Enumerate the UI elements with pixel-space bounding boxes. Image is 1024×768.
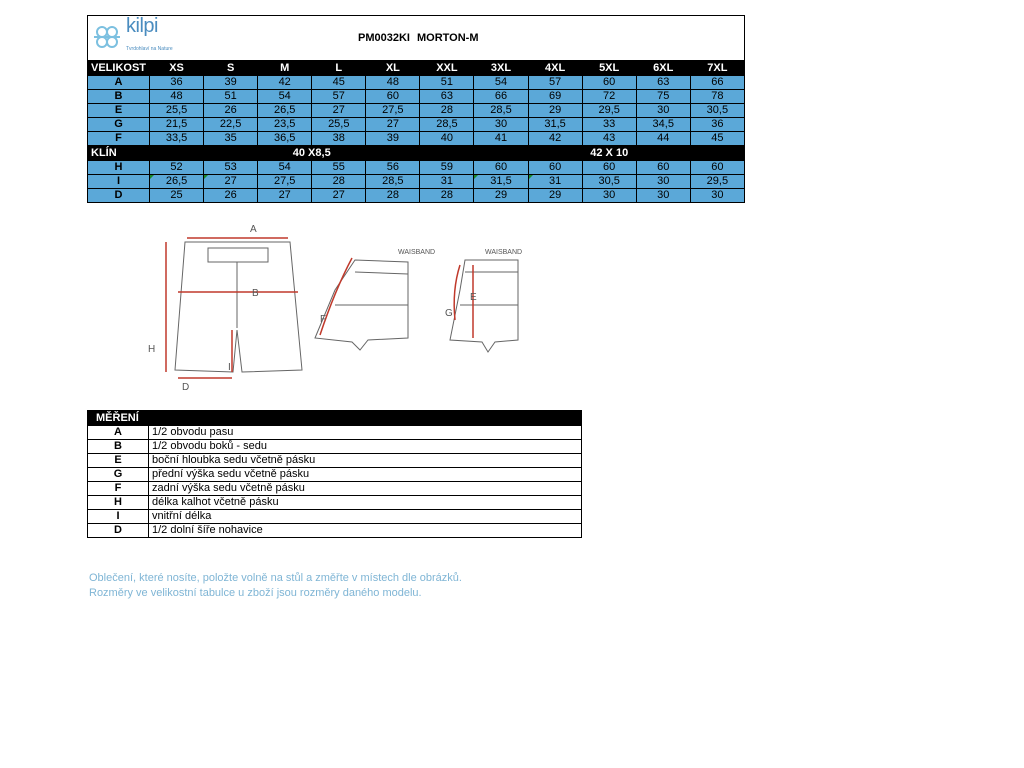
label-g: G bbox=[445, 308, 453, 319]
table-cell: 28 bbox=[420, 104, 474, 118]
product-code: PM0032KI bbox=[358, 32, 410, 44]
table-cell: 54 bbox=[474, 76, 528, 90]
row-label: B bbox=[88, 90, 150, 104]
table-cell: 30 bbox=[636, 104, 690, 118]
table-cell: 27 bbox=[312, 189, 366, 203]
table-cell: 63 bbox=[636, 76, 690, 90]
size-label: 4XL bbox=[528, 61, 582, 76]
table-cell: 28 bbox=[420, 189, 474, 203]
label-b: B bbox=[252, 288, 259, 299]
size-header-label: VELIKOST bbox=[88, 61, 150, 76]
table-cell: 57 bbox=[528, 76, 582, 90]
table-row bbox=[88, 189, 745, 203]
table-cell: 30 bbox=[474, 118, 528, 132]
size-header-row bbox=[88, 61, 745, 76]
table-cell: 60 bbox=[528, 161, 582, 175]
measurement-row bbox=[88, 524, 582, 538]
size-label: L bbox=[312, 61, 366, 76]
table-cell: 28 bbox=[312, 175, 366, 189]
measurement-row bbox=[88, 468, 582, 482]
table-cell: 45 bbox=[312, 76, 366, 90]
measurement-code: D bbox=[88, 524, 149, 538]
table-cell: 43 bbox=[582, 132, 636, 146]
product-name: MORTON-M bbox=[417, 32, 479, 44]
measurement-description: 1/2 obvodu boků - sedu bbox=[149, 440, 582, 454]
measurement-row bbox=[88, 496, 582, 510]
table-cell: 38 bbox=[312, 132, 366, 146]
label-h: H bbox=[148, 344, 156, 355]
label-d: D bbox=[182, 382, 190, 393]
table-cell: 39 bbox=[204, 76, 258, 90]
table-cell: 60 bbox=[366, 90, 420, 104]
table-cell: 31,5 bbox=[528, 118, 582, 132]
table-cell: 29,5 bbox=[690, 175, 744, 189]
table-cell: 66 bbox=[474, 90, 528, 104]
klin-row bbox=[88, 146, 745, 161]
table-cell: 30 bbox=[690, 189, 744, 203]
table-cell: 30 bbox=[636, 175, 690, 189]
measurement-row bbox=[88, 510, 582, 524]
klin-group-1: 40 X8,5 bbox=[150, 146, 474, 161]
measurement-row bbox=[88, 440, 582, 454]
table-cell: 26 bbox=[204, 189, 258, 203]
table-cell: 60 bbox=[690, 161, 744, 175]
measurements-header-row bbox=[88, 411, 582, 426]
table-cell: 54 bbox=[258, 161, 312, 175]
table-header-row bbox=[88, 16, 745, 61]
note-line-2: Rozměry ve velikostní tabulce u zboží jsou rozměry daného modelu. bbox=[89, 587, 422, 599]
table-row bbox=[88, 175, 745, 189]
label-waisband-side: WAISBAND bbox=[485, 249, 523, 256]
measurement-description: přední výška sedu včetně pásku bbox=[149, 468, 582, 482]
measurement-description: zadní výška sedu včetně pásku bbox=[149, 482, 582, 496]
klin-group-2: 42 X 10 bbox=[474, 146, 745, 161]
table-cell: 30,5 bbox=[690, 104, 744, 118]
table-cell: 48 bbox=[150, 90, 204, 104]
size-label: XL bbox=[366, 61, 420, 76]
size-label: 6XL bbox=[636, 61, 690, 76]
row-label: E bbox=[88, 104, 150, 118]
table-cell: 31 bbox=[528, 175, 582, 189]
table-cell: 28,5 bbox=[420, 118, 474, 132]
table-cell: 52 bbox=[150, 161, 204, 175]
table-row bbox=[88, 132, 745, 146]
table-cell: 40 bbox=[420, 132, 474, 146]
label-a: A bbox=[250, 224, 257, 235]
table-cell: 28,5 bbox=[474, 104, 528, 118]
size-table bbox=[87, 15, 745, 203]
klin-label: KLÍN bbox=[88, 146, 150, 161]
table-cell: 28,5 bbox=[366, 175, 420, 189]
table-cell: 63 bbox=[420, 90, 474, 104]
brand-name: kilpi bbox=[126, 15, 158, 37]
table-cell: 34,5 bbox=[636, 118, 690, 132]
size-label: XXL bbox=[420, 61, 474, 76]
table-cell: 60 bbox=[582, 161, 636, 175]
row-label: D bbox=[88, 189, 150, 203]
table-cell: 36 bbox=[690, 118, 744, 132]
table-cell: 60 bbox=[582, 76, 636, 90]
measurement-description: 1/2 obvodu pasu bbox=[149, 426, 582, 440]
table-cell: 51 bbox=[420, 76, 474, 90]
measurement-code: A bbox=[88, 426, 149, 440]
measurements-table bbox=[87, 410, 582, 538]
table-row bbox=[88, 104, 745, 118]
brand-tagline: Tvrdohlaví na Nature bbox=[126, 46, 173, 52]
table-cell: 27 bbox=[366, 118, 420, 132]
table-cell: 22,5 bbox=[204, 118, 258, 132]
table-cell: 30 bbox=[636, 189, 690, 203]
measurement-code: F bbox=[88, 482, 149, 496]
label-waisband-back: WAISBAND bbox=[398, 249, 436, 256]
table-row bbox=[88, 161, 745, 175]
size-label: S bbox=[204, 61, 258, 76]
table-cell: 30,5 bbox=[582, 175, 636, 189]
measurement-description: vnitřní délka bbox=[149, 510, 582, 524]
shorts-side-outline bbox=[450, 260, 518, 352]
table-cell: 25 bbox=[150, 189, 204, 203]
row-label: A bbox=[88, 76, 150, 90]
size-label: 7XL bbox=[690, 61, 744, 76]
measurement-description: 1/2 dolní šíře nohavice bbox=[149, 524, 582, 538]
table-cell: 45 bbox=[690, 132, 744, 146]
table-cell: 75 bbox=[636, 90, 690, 104]
measurement-code: I bbox=[88, 510, 149, 524]
table-cell: 60 bbox=[474, 161, 528, 175]
row-label: G bbox=[88, 118, 150, 132]
table-cell: 25,5 bbox=[312, 118, 366, 132]
table-cell: 66 bbox=[690, 76, 744, 90]
measurement-row bbox=[88, 454, 582, 468]
table-cell: 29 bbox=[528, 104, 582, 118]
table-cell: 33 bbox=[582, 118, 636, 132]
table-cell: 21,5 bbox=[150, 118, 204, 132]
table-cell: 29,5 bbox=[582, 104, 636, 118]
size-label: M bbox=[258, 61, 312, 76]
table-cell: 54 bbox=[258, 90, 312, 104]
label-f: F bbox=[320, 314, 327, 325]
measurement-code: B bbox=[88, 440, 149, 454]
table-cell: 27 bbox=[258, 189, 312, 203]
table-cell: 27 bbox=[312, 104, 366, 118]
table-cell: 42 bbox=[528, 132, 582, 146]
table-cell: 42 bbox=[258, 76, 312, 90]
table-row bbox=[88, 90, 745, 104]
table-cell: 29 bbox=[528, 189, 582, 203]
size-label: XS bbox=[150, 61, 204, 76]
table-cell: 59 bbox=[420, 161, 474, 175]
table-cell: 27,5 bbox=[366, 104, 420, 118]
table-cell: 78 bbox=[690, 90, 744, 104]
waistband-front bbox=[208, 248, 268, 262]
row-label: H bbox=[88, 161, 150, 175]
measurement-row bbox=[88, 482, 582, 496]
table-cell: 25,5 bbox=[150, 104, 204, 118]
table-cell: 53 bbox=[204, 161, 258, 175]
table-cell: 31 bbox=[420, 175, 474, 189]
table-cell: 69 bbox=[528, 90, 582, 104]
table-cell: 39 bbox=[366, 132, 420, 146]
table-cell: 36 bbox=[150, 76, 204, 90]
label-e: E bbox=[470, 292, 477, 303]
measurement-code: G bbox=[88, 468, 149, 482]
note-line-1: Oblečení, které nosíte, položte volně na stůl a změřte v místech dle obrázků. bbox=[89, 572, 462, 584]
table-cell: 23,5 bbox=[258, 118, 312, 132]
measurement-code: E bbox=[88, 454, 149, 468]
table-cell: 29 bbox=[474, 189, 528, 203]
measurement-row bbox=[88, 426, 582, 440]
shorts-diagram bbox=[140, 220, 540, 395]
table-cell: 36,5 bbox=[258, 132, 312, 146]
table-cell: 51 bbox=[204, 90, 258, 104]
table-cell: 72 bbox=[582, 90, 636, 104]
row-label: I bbox=[88, 175, 150, 189]
table-cell: 56 bbox=[366, 161, 420, 175]
table-cell: 60 bbox=[636, 161, 690, 175]
table-cell: 27,5 bbox=[258, 175, 312, 189]
table-cell: 35 bbox=[204, 132, 258, 146]
label-i: I bbox=[228, 362, 231, 373]
table-cell: 30 bbox=[582, 189, 636, 203]
row-label: F bbox=[88, 132, 150, 146]
table-cell: 26,5 bbox=[258, 104, 312, 118]
size-label: 5XL bbox=[582, 61, 636, 76]
table-cell: 31,5 bbox=[474, 175, 528, 189]
table-cell: 57 bbox=[312, 90, 366, 104]
table-cell: 26,5 bbox=[150, 175, 204, 189]
table-row bbox=[88, 76, 745, 90]
measurements-title: MĚŘENÍ bbox=[88, 411, 582, 426]
table-row bbox=[88, 118, 745, 132]
measurement-description: boční hloubka sedu včetně pásku bbox=[149, 454, 582, 468]
brand-header-cell bbox=[88, 16, 745, 61]
table-cell: 33,5 bbox=[150, 132, 204, 146]
measurement-code: H bbox=[88, 496, 149, 510]
measurement-description: délka kalhot včetně pásku bbox=[149, 496, 582, 510]
table-cell: 28 bbox=[366, 189, 420, 203]
size-label: 3XL bbox=[474, 61, 528, 76]
measurement-notes bbox=[89, 571, 462, 601]
table-cell: 55 bbox=[312, 161, 366, 175]
table-cell: 48 bbox=[366, 76, 420, 90]
table-cell: 27 bbox=[204, 175, 258, 189]
table-cell: 41 bbox=[474, 132, 528, 146]
table-cell: 26 bbox=[204, 104, 258, 118]
table-cell: 44 bbox=[636, 132, 690, 146]
